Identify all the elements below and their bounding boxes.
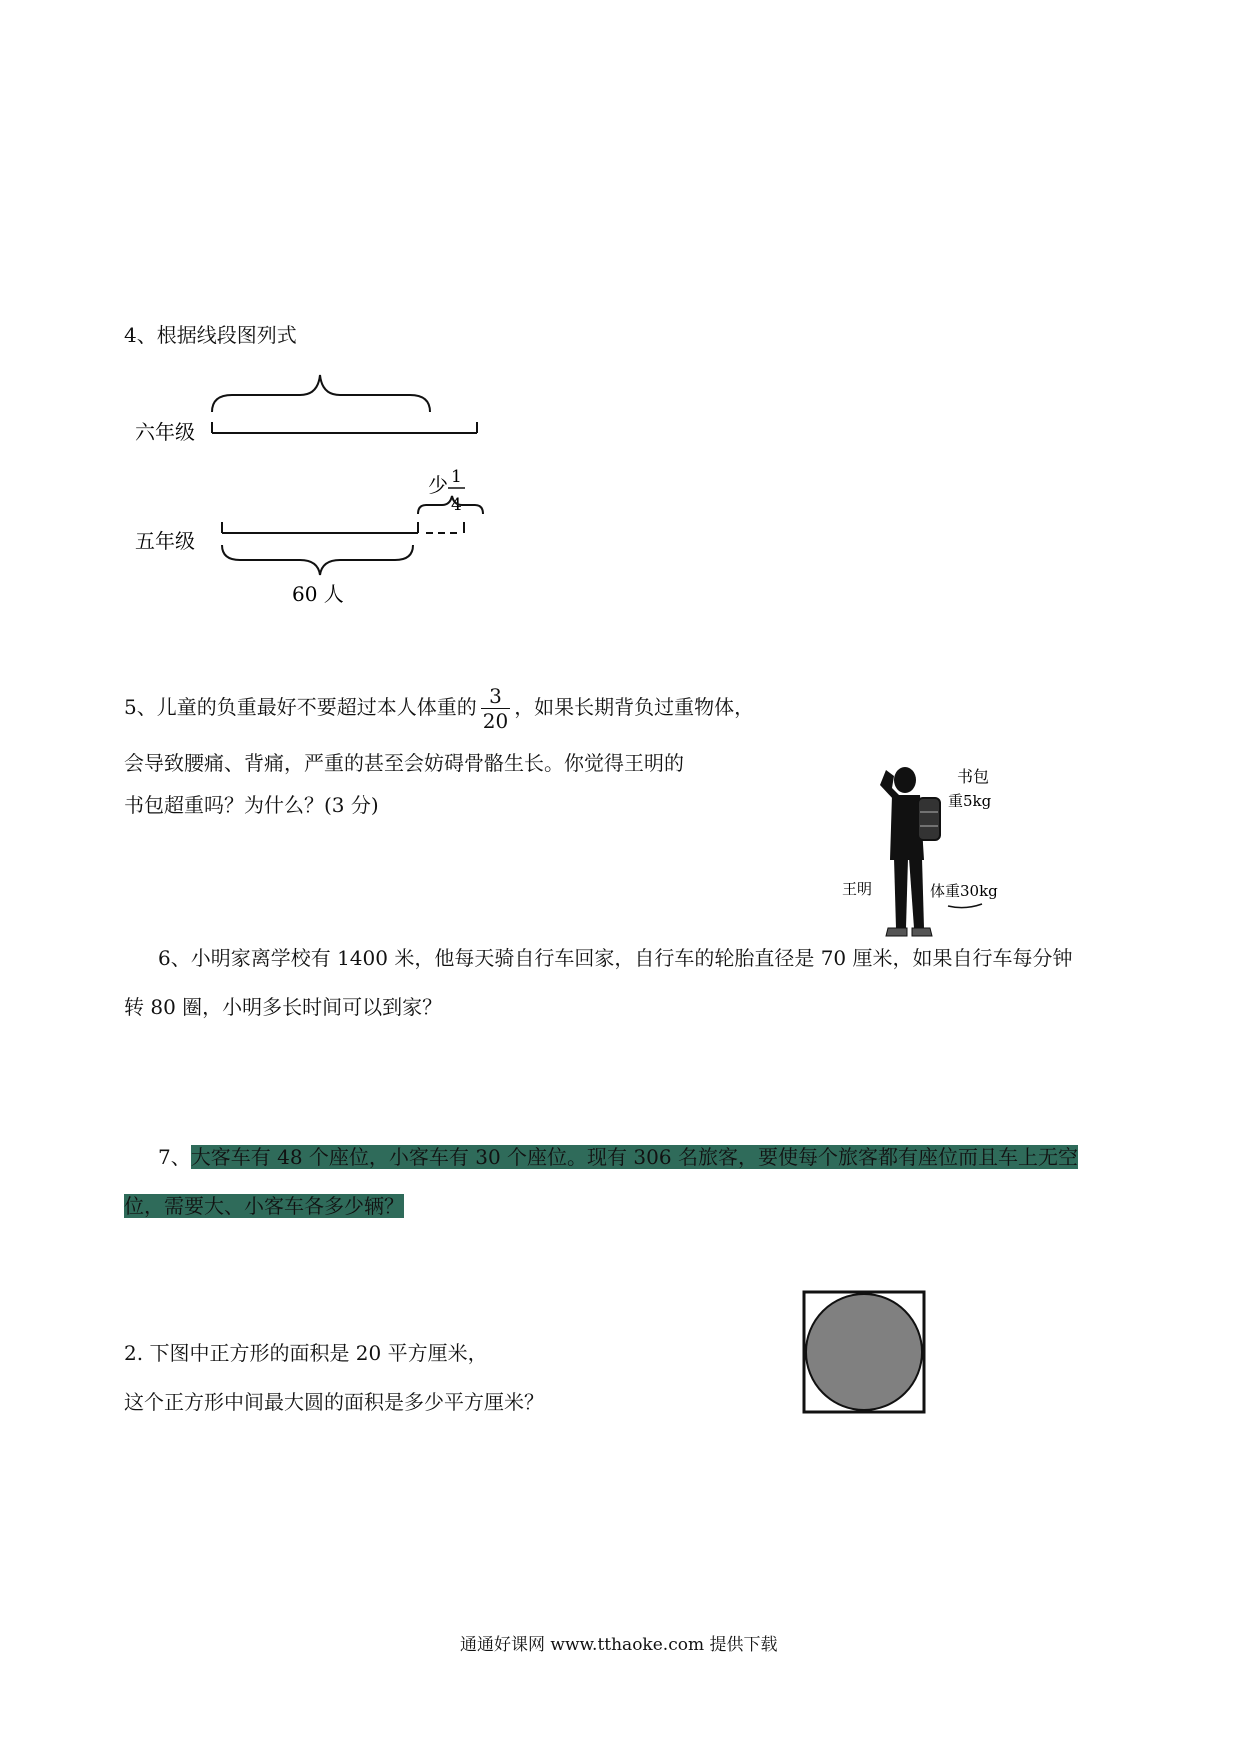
q7-line1 <box>158 1144 1078 1170</box>
q6-line2: 转 80 圈，小明多长时间可以到家？ <box>124 995 443 1019</box>
q7-highlighted-text-2: 位，需要大、小客车各多少辆？ <box>124 1194 404 1218</box>
student-leg-left <box>894 858 908 928</box>
q5-line1 <box>124 684 754 733</box>
q5-text-before: 5、儿童的负重最好不要超过本人体重的 <box>124 695 477 719</box>
q5-line3: 书包超重吗？为什么？(3 分) <box>124 793 379 817</box>
q6-line1: 6、小明家离学校有 1400 米，他每天骑自行车回家，自行车的轮胎直径是 70 厘米，如果自行车每分钟 <box>158 946 1073 970</box>
count-label: 60 人 <box>292 582 344 606</box>
square-circle-figure <box>802 1290 926 1414</box>
q5-line2: 会导致腰痛、背痛，严重的甚至会妨碍骨骼生长。你觉得王明的 <box>124 751 684 775</box>
weight-label: 体重30kg <box>930 882 998 900</box>
q7-highlighted-text-1: 大客车有 48 个座位，小客车有 30 个座位。现有 306 名旅客，要使每个旅客都有座位而且车上无空 <box>190 1145 1078 1169</box>
student-backpack-figure <box>830 750 1010 940</box>
inscribed-circle <box>806 1294 922 1410</box>
bag-label-2: 重5kg <box>948 792 992 810</box>
grade5-label: 五年级 <box>135 529 195 553</box>
q5-text-after: ，如果长期背负过重物体， <box>514 695 755 719</box>
grade5-brace <box>222 545 413 575</box>
square-circle-svg <box>802 1290 926 1414</box>
student-leg-right <box>909 858 924 928</box>
q4-title: 4、根据线段图列式 <box>124 323 297 347</box>
q5-fraction-den: 20 <box>482 709 509 733</box>
student-shoe-right <box>912 928 932 936</box>
footer-text: 通通好课网 www.tthaoke.com 提供下载 <box>460 1635 778 1655</box>
student-figure-svg <box>830 750 1010 940</box>
student-shoe-left <box>886 928 907 936</box>
q7-line2 <box>124 1193 404 1219</box>
q5-fraction <box>481 684 510 733</box>
q2-line1: 2. 下图中正方形的面积是 20 平方厘米， <box>124 1341 488 1365</box>
weight-underline <box>948 904 982 908</box>
less-label: 少 <box>428 473 448 497</box>
q4-segment-diagram <box>120 370 500 620</box>
q5-fraction-num: 3 <box>489 684 502 708</box>
q4-diagram-svg <box>120 370 500 620</box>
grade6-label: 六年级 <box>135 420 195 444</box>
student-head <box>894 767 916 793</box>
bag-label-1: 书包 <box>957 767 990 786</box>
q2-line2: 这个正方形中间最大圆的面积是多少平方厘米？ <box>124 1390 544 1414</box>
grade6-brace <box>212 375 430 412</box>
q7-prefix: 7、 <box>158 1145 191 1169</box>
name-label: 王明 <box>842 880 873 898</box>
less-fraction-den: 4 <box>451 495 462 515</box>
less-fraction-num: 1 <box>451 467 462 487</box>
backpack-shape <box>918 798 940 840</box>
